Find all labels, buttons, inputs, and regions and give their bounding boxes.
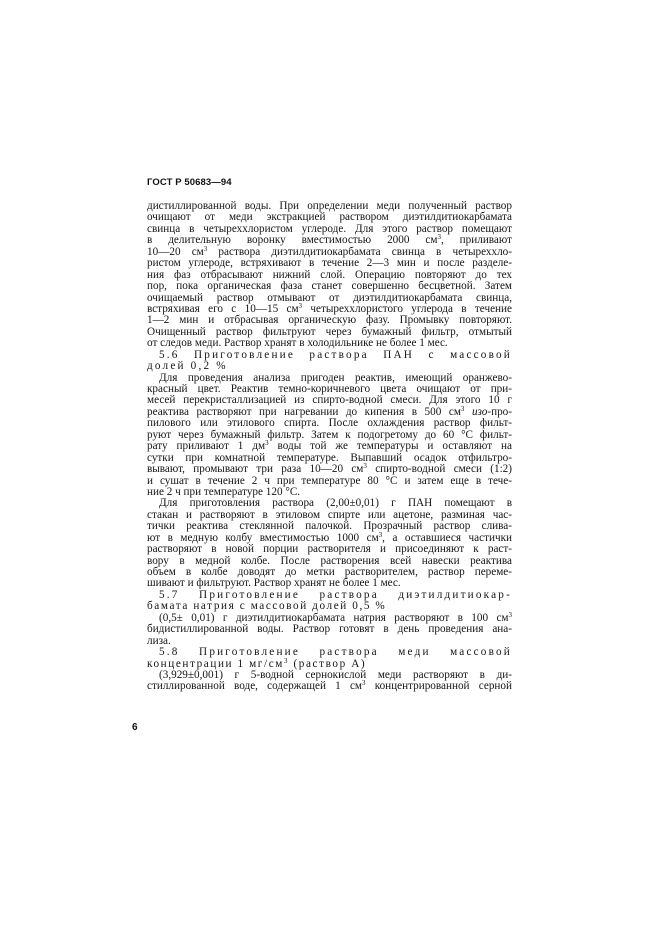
- text-line: очищаемый раствор отмывают от диэтилдитиокарбамата свинца,: [147, 291, 512, 304]
- text-line: тички реактива стеклянной палочкой. Прозрачный раствор слива-: [147, 520, 512, 533]
- text-line: (0,5± 0,01) г диэтилдитиокарбамата натрия растворяют в 100 $см^3$: [159, 610, 512, 624]
- text-line: пилового или этилового спирта. После охлаждения раствор фильт-: [147, 417, 512, 430]
- document-body: [147, 201, 512, 693]
- text-line: стиллированной воде, содержащей 1 $см^3$ концентрированной серной: [147, 679, 512, 693]
- text-line: свинца в четыреххлористом углероде. Для этого раствор помещают: [147, 222, 512, 235]
- text-line: месей перекристаллизацией из спирто-водной смеси. Для этого 10 г: [147, 394, 512, 407]
- text-line: бидистиллированной воды. Раствор готовят в день проведения ана-: [147, 623, 512, 636]
- text-line: ния фаз отбрасывают нижний слой. Операцию повторяют до тех: [147, 268, 512, 281]
- text-line: от следов меди. Раствор хранят в холодильнике не более 1 мес.: [147, 337, 448, 350]
- page-number: 6: [132, 722, 138, 733]
- text-line: Для приготовления раствора (2,00±0,01) г ПАН помещают в: [159, 497, 512, 510]
- text-line: шивают и фильтруют. Раствор хранят не более 1 мес.: [147, 577, 401, 590]
- document-header: ГОСТ Р 50683—94: [147, 177, 232, 188]
- text-line: очищают от меди экстракцией раствором диэтилдитиокарбамата: [147, 211, 512, 224]
- text-line: Очищенный раствор фильтруют через бумажный фильтр, отмытый: [147, 325, 512, 338]
- text-line: 1—2 мин и отбрасывая органическую фазу. Промывку повторяют.: [147, 314, 512, 327]
- text-line: вывают, промывают три раза 10—20 $см^3$ спирто-водной смеси (1:2): [147, 462, 512, 476]
- text-line: красный цвет. Реактив темно-коричневого цвета очищают от при-: [147, 383, 512, 395]
- text-line: рату приливают 1 $дм^3$ воды той же температуры и оставляют на: [147, 439, 513, 453]
- text-line: 5.7 Приготовление раствора диэтилдитиокар-: [159, 588, 512, 601]
- text-line: 10—20 $см^3$ раствора диэтилдитиокарбамата свинца в четыреххло-: [147, 244, 512, 258]
- text-line: растворяют в новой порции растворителя и присоединяют к раст-: [147, 543, 512, 556]
- text-line: (3,929±0,001) г 5-водной сернокислой меди растворяют в ди-: [159, 668, 512, 681]
- text-line: реактива растворяют при нагревании до кипения в 500 $см^3$ изо-про-: [147, 404, 512, 418]
- text-line: и сушат в течение 2 ч при температуре 80 °С и затем еще в тече-: [147, 474, 512, 487]
- text-line: стакан и растворяют в этиловом спирте или ацетоне, разминая час-: [147, 508, 512, 521]
- text-line: дистиллированной воды. При определении меди полученный раствор: [147, 200, 512, 212]
- text-line: 5.6 Приготовление раствора ПАН с массовой: [159, 348, 512, 361]
- text-line: ристом углероде, встряхивают в течение 2—3 мин и после разделе-: [147, 257, 512, 270]
- text-line: встряхивая его с 10—15 $см^3$ четыреххлористого углерода в течение: [147, 301, 512, 315]
- text-line: ние 2 ч при температуре 120 °С.: [147, 485, 301, 498]
- text-line: ют в медную колбу вместимостью 1000 $см^3$, а оставшиеся частички: [147, 530, 512, 544]
- text-line: лиза.: [147, 634, 171, 647]
- text-line: вору в медной колбе. После растворения всей навески реактива: [147, 554, 512, 567]
- text-line: концентрации 1 $мг/см^3$ (раствор А): [147, 656, 367, 670]
- text-line: пор, пока органическая фаза станет совершенно бесцветной. Затем: [147, 280, 512, 293]
- text-line: руют через бумажный фильтр. Затем к подогретому до 60 °С фильт-: [147, 428, 512, 441]
- text-line: сутки при комнатной температуре. Выпавший осадок отфильтро-: [147, 451, 512, 464]
- text-line: в делительную воронку вместимостью 2000 $см^3$, приливают: [147, 233, 513, 247]
- text-line: 5.8 Приготовление раствора меди массовой: [159, 646, 512, 659]
- text-line: объем в колбе доводят до метки растворителем, раствор переме-: [147, 566, 512, 578]
- text-line: Для проведения анализа пригоден реактив, имеющий оранжево-: [159, 371, 512, 384]
- text-line: долей 0,2 %: [147, 360, 228, 373]
- text-line: бамата натрия с массовой долей 0,5 %: [147, 600, 387, 613]
